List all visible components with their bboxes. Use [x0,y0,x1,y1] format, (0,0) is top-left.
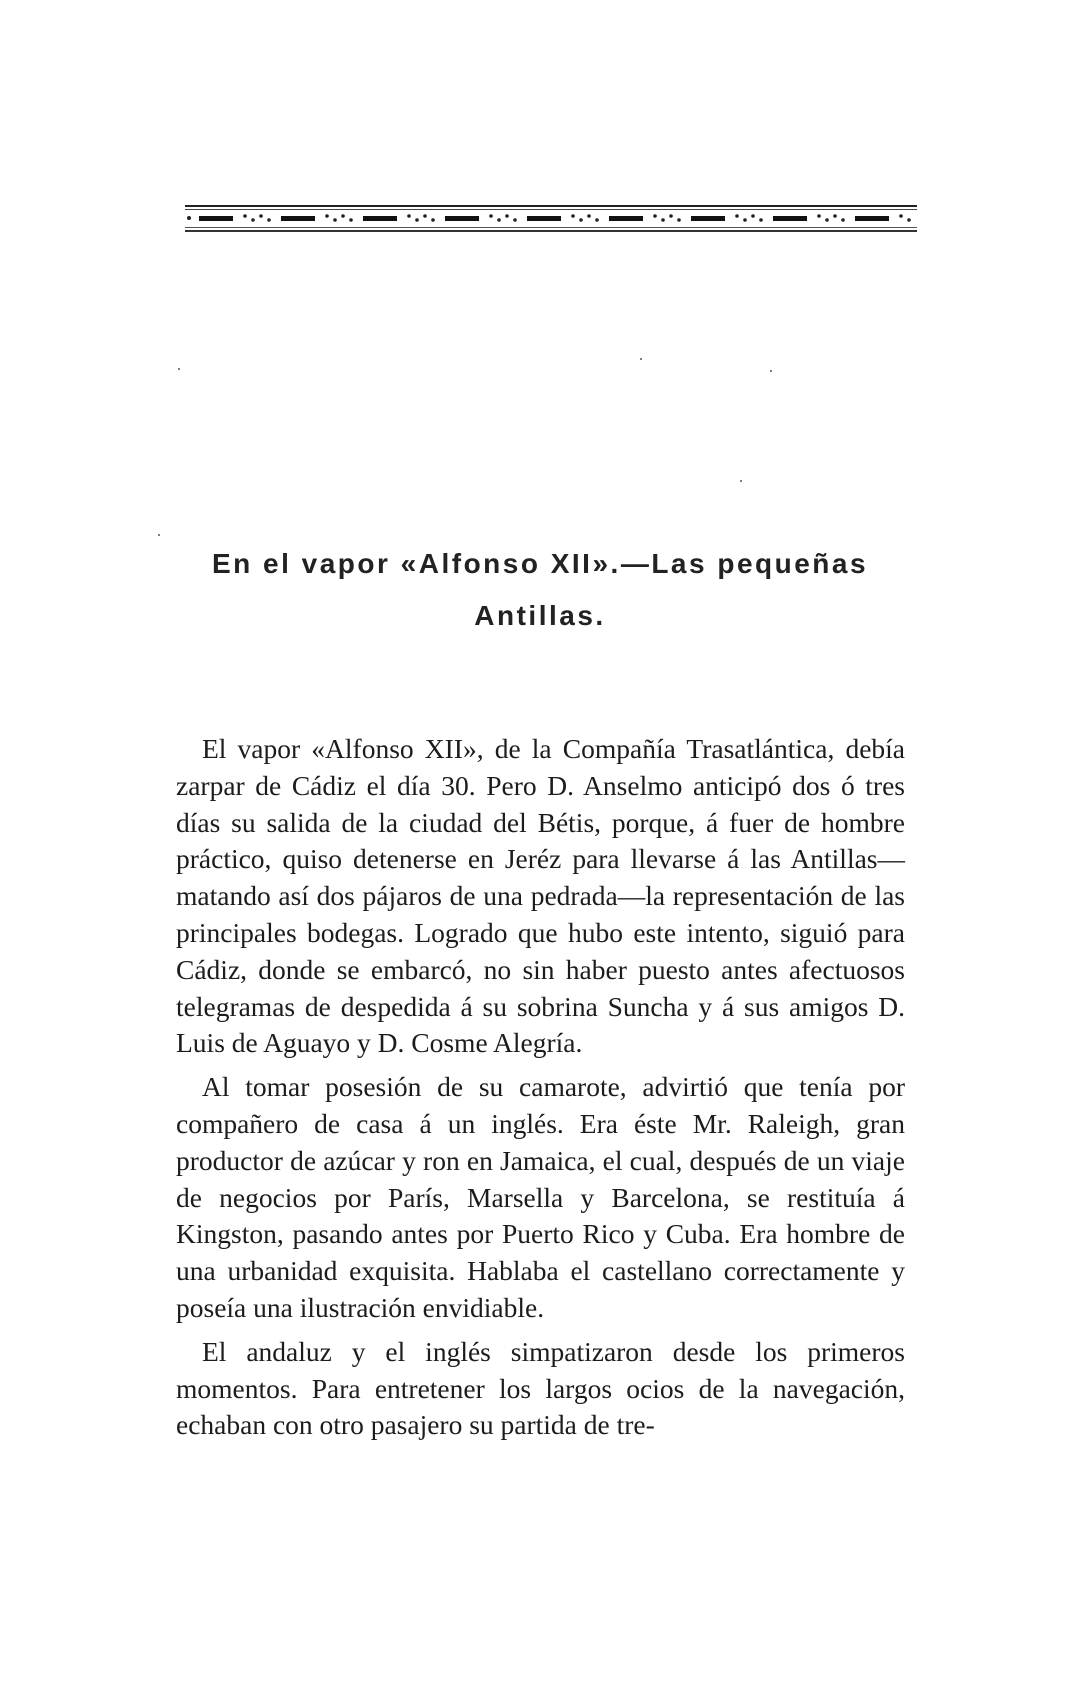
print-speck [740,480,742,482]
chapter-heading [160,538,920,642]
chapter-title-line-2: Antillas. [474,600,606,631]
chapter-title-line-1: En el vapor «Alfonso XII».—Las pequeñas [211,548,869,579]
ornamental-border-rule [185,204,917,236]
print-speck [178,368,180,370]
print-speck [640,358,642,360]
print-speck [158,534,160,536]
print-speck [770,370,772,372]
paragraph: El andaluz y el inglés simpatizaron desde los primeros momentos. Para entretener los largos ocios de la navegación, echaban con otro pasajero su partida de tre- [176,1335,905,1441]
paragraph: Al tomar posesión de su camarote, advirtió que tenía por compañero de casa á un inglés. Era éste Mr. Raleigh, gran productor de azúcar y ron en Jamaica, el cual, después de un viaje de negocios por París, Marsella y Barcelona, se restituía á Kingston, pasando antes por Puerto Rico y Cuba. Era hombre de una urbanidad exquisita. Hablaba el castellano correctamente y poseía una ilustración envidiable. [176,1071,905,1323]
body-text [176,731,905,1451]
paragraph: El vapor «Alfonso XII», de la Compañía Trasatlántica, debía zarpar de Cádiz el día 30. Pero D. Anselmo anticipó dos ó tres días su salida de la ciudad del Bétis, porque, á fuer de hombre práctico, quiso detenerse en Jeréz para llevarse á las Antillas—matando así dos pájaros de una pedrada—la representación de las principales bodegas. Logrado que hubo este intento, siguió para Cádiz, donde se embarcó, no sin haber puesto antes afectuosos telegramas de despedida á su sobrina Suncha y á sus amigos D. Luis de Aguayo y D. Cosme Alegría. [176,733,905,1059]
